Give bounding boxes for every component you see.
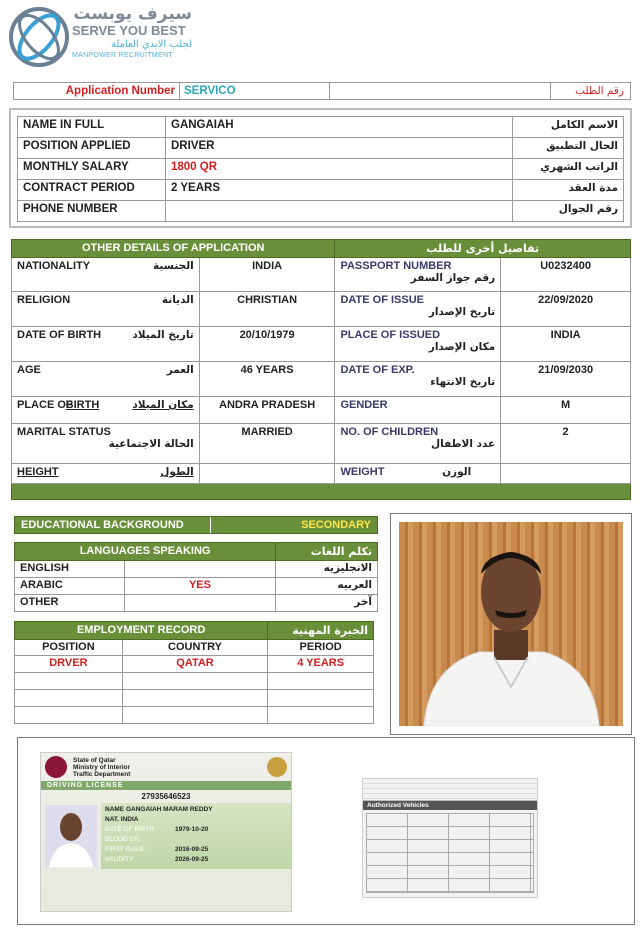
basic-info-row — [18, 138, 624, 159]
other-details-row — [12, 397, 631, 424]
license-box — [17, 737, 635, 925]
other-label-1-wrap — [17, 364, 194, 376]
languages-title-en: LANGUAGES SPEAKING — [15, 543, 276, 561]
license-dob-label: DATE OF BIRTH — [105, 826, 154, 833]
basic-label: PHONE NUMBER — [18, 201, 166, 222]
language-name: ARABIC — [15, 578, 125, 595]
license-dob: 1979-10-20 — [175, 826, 209, 833]
language-name-ar: آخر — [276, 595, 378, 612]
license-back — [362, 778, 538, 898]
other-details-title-ar: تفاصيل أخرى للطلب — [335, 240, 631, 258]
other-label-2-en: DATE OF ISSUE — [340, 294, 424, 306]
qatar-emblem-icon — [45, 756, 67, 778]
application-number-row — [13, 82, 631, 100]
tag-en: MANPOWER RECRUITMENT — [72, 52, 173, 59]
license-dept: Traffic Department — [73, 770, 131, 778]
other-value-1: ANDRA PRADESH — [199, 397, 335, 424]
education-row — [14, 516, 378, 534]
license-back-title: Authorized Vehicles — [363, 801, 537, 810]
license-ministry: Ministry of Interior — [73, 763, 131, 771]
brand-ar: سيرف يوبست — [73, 4, 192, 24]
other-value-2 — [501, 464, 631, 484]
employment-cell — [268, 707, 374, 724]
basic-label-ar: رقم الجوال — [513, 201, 624, 222]
languages-title-ar: تكلم اللغات — [276, 543, 378, 561]
license-number: 27935646523 — [141, 792, 191, 801]
other-value-1 — [199, 464, 335, 484]
other-label-2 — [335, 464, 501, 484]
language-row — [15, 578, 378, 595]
other-label-2-ar: تاريخ الإصدار — [428, 306, 496, 318]
other-label-2 — [335, 362, 501, 397]
ministry-emblem-icon — [267, 757, 287, 777]
other-value-2: M — [501, 397, 631, 424]
employment-cell: QATAR — [122, 656, 268, 673]
basic-label: POSITION APPLIED — [18, 138, 166, 159]
other-value-2: 2 — [501, 424, 631, 464]
basic-info-row — [18, 159, 624, 180]
basic-label-ar: مدة العقد — [513, 180, 624, 201]
employment-cell: DRVER — [15, 656, 123, 673]
employment-row — [15, 707, 374, 724]
other-label-2-ar: مكان الإصدار — [428, 341, 496, 353]
basic-label-ar: الراتب الشهري — [513, 159, 624, 180]
logo — [8, 6, 70, 68]
other-details-row — [12, 292, 631, 327]
other-label-1 — [12, 464, 200, 484]
other-label-1-en: AGE — [17, 364, 41, 376]
basic-info-row — [18, 180, 624, 201]
other-details-table — [11, 239, 631, 500]
other-label-1-ar: الديانة — [161, 294, 194, 306]
other-label-1 — [12, 327, 200, 362]
brand-en: SERVE YOU BEST — [72, 23, 186, 38]
person-silhouette-icon — [399, 522, 623, 726]
other-value-2: INDIA — [501, 327, 631, 362]
other-label-2-ar: عدد الاطفال — [431, 438, 496, 450]
license-title: DRIVING LICENSE — [41, 781, 291, 790]
language-name-ar: الانجليزيه — [276, 561, 378, 578]
basic-label-ar: الاسم الكامل — [513, 117, 624, 138]
other-value-2: U0232400 — [501, 258, 631, 292]
license-blood-label: BLOOD GR. — [105, 836, 142, 843]
language-name: ENGLISH — [15, 561, 125, 578]
weight-wrap — [340, 466, 495, 478]
other-label-1-en: NATIONALITY — [17, 260, 91, 272]
license-name: NAME GANGAIAH MARAM REDDY — [105, 806, 213, 813]
other-label-2 — [335, 424, 501, 464]
basic-info-box — [9, 108, 632, 228]
other-value-2: 22/09/2020 — [501, 292, 631, 327]
basic-label: MONTHLY SALARY — [18, 159, 166, 180]
other-label-2 — [335, 292, 501, 327]
license-first-label: FIRST ISSUE — [105, 846, 145, 853]
other-label-2 — [335, 258, 501, 292]
application-number-label-ar: رقم الطلب — [550, 83, 630, 99]
other-label-1-ar: الجنسية — [153, 260, 194, 272]
other-label-1-ar: الطول — [160, 466, 194, 478]
other-value-1: MARRIED — [199, 424, 335, 464]
basic-label: NAME IN FULL — [18, 117, 166, 138]
other-label-1-ar: الحالة الاجتماعية — [108, 438, 194, 450]
other-label-1-en: HEIGHT — [17, 466, 59, 478]
basic-value: 2 YEARS — [166, 180, 513, 201]
other-label-1 — [12, 362, 200, 397]
license-person-icon — [45, 805, 97, 867]
other-label-2-ar: تاريخ الانتهاء — [430, 376, 496, 388]
basic-label-ar: الحال التطبيق — [513, 138, 624, 159]
other-label-2-en: DATE OF EXP. — [340, 364, 415, 376]
basic-label: CONTRACT PERIOD — [18, 180, 166, 201]
license-photo — [45, 805, 97, 867]
employment-title-en: EMPLOYMENT RECORD — [15, 622, 268, 640]
other-label-2-ar: الوزن — [442, 466, 472, 478]
basic-info-table — [17, 116, 624, 222]
license-front — [40, 752, 292, 912]
language-value — [124, 561, 275, 578]
other-label-2-en: WEIGHT — [340, 466, 385, 478]
other-label-1-ar: مكان الميلاد — [132, 399, 194, 411]
other-details-title-en: OTHER DETAILS OF APPLICATION — [12, 240, 335, 258]
other-details-row — [12, 258, 631, 292]
other-label-1 — [12, 258, 200, 292]
license-first: 2016-09-25 — [175, 846, 209, 853]
basic-value — [166, 201, 513, 222]
language-name: OTHER — [15, 595, 125, 612]
other-label-1-en-b: BIRTH — [65, 399, 100, 411]
license-validity-label: VALIDITY — [105, 856, 134, 863]
other-label-2-en: PLACE OF ISSUED — [340, 329, 441, 341]
employment-cell — [122, 690, 268, 707]
employment-cell — [122, 673, 268, 690]
employment-header: COUNTRY — [122, 640, 268, 656]
employment-cell — [122, 707, 268, 724]
employment-header: POSITION — [15, 640, 123, 656]
education-value: SECONDARY — [211, 517, 377, 533]
other-label-2-ar: رقم جواز السفر — [410, 272, 496, 284]
basic-info-row — [18, 201, 624, 222]
application-number-value: SERVICO — [180, 83, 330, 99]
other-value-1: INDIA — [199, 258, 335, 292]
other-label-1-wrap — [17, 329, 194, 341]
other-label-1-wrap — [17, 399, 194, 411]
other-label-1-ar: العمر — [166, 364, 194, 376]
employment-cell: 4 YEARS — [268, 656, 374, 673]
other-value-1: 20/10/1979 — [199, 327, 335, 362]
logo-icon — [8, 6, 70, 68]
other-label-1-wrap — [17, 466, 194, 478]
other-label-1-wrap — [17, 426, 194, 450]
employment-cell — [15, 707, 123, 724]
language-row — [15, 561, 378, 578]
basic-value: DRIVER — [166, 138, 513, 159]
employment-row — [15, 673, 374, 690]
other-details-row — [12, 464, 631, 484]
basic-value: GANGAIAH — [166, 117, 513, 138]
other-value-2: 21/09/2030 — [501, 362, 631, 397]
basic-value: 1800 QR — [166, 159, 513, 180]
other-label-1-ar: تاريخ الميلاد — [132, 329, 194, 341]
photo-frame — [390, 513, 632, 735]
employment-table — [14, 621, 374, 724]
tag-ar: لجلب الايدي العاملة — [110, 39, 192, 50]
other-label-1-en: MARITAL STATUS — [17, 426, 111, 438]
language-value — [124, 595, 275, 612]
education-label: EDUCATIONAL BACKGROUND — [15, 517, 211, 533]
employment-cell — [268, 690, 374, 707]
other-label-2-en: NO. OF CHILDREN — [340, 426, 439, 438]
other-value-1: 46 YEARS — [199, 362, 335, 397]
employment-cell — [15, 673, 123, 690]
employment-cell — [15, 690, 123, 707]
employment-title-ar: الخبرة المهنية — [268, 622, 374, 640]
other-value-1: CHRISTIAN — [199, 292, 335, 327]
other-label-1-en: DATE OF BIRTH — [17, 329, 102, 341]
vehicle-grid — [366, 813, 534, 893]
other-label-1 — [12, 424, 200, 464]
other-label-1-wrap — [17, 260, 194, 272]
employment-row — [15, 656, 374, 673]
other-label-1-en: PLACE OF — [17, 399, 73, 411]
license-nat: NAT. INDIA — [105, 816, 139, 823]
language-row — [15, 595, 378, 612]
application-number-label: Application Number — [14, 83, 180, 99]
other-label-2 — [335, 397, 501, 424]
license-validity: 2026-09-25 — [175, 856, 209, 863]
other-label-1 — [12, 397, 200, 424]
other-label-1 — [12, 292, 200, 327]
basic-info-row — [18, 117, 624, 138]
other-label-1-wrap — [17, 294, 194, 306]
language-name-ar: العربيه — [276, 578, 378, 595]
employment-row — [15, 690, 374, 707]
language-value: YES — [124, 578, 275, 595]
other-label-2-en: GENDER — [340, 399, 388, 411]
other-details-row — [12, 362, 631, 397]
other-label-1-en: RELIGION — [17, 294, 71, 306]
applicant-photo — [399, 522, 623, 726]
employment-header: PERIOD — [268, 640, 374, 656]
other-details-row — [12, 424, 631, 464]
employment-cell — [268, 673, 374, 690]
other-label-2-en: PASSPORT NUMBER — [340, 260, 452, 272]
other-details-footer — [12, 484, 631, 500]
other-label-2 — [335, 327, 501, 362]
other-details-row — [12, 327, 631, 362]
license-state: State of Qatar — [73, 756, 116, 764]
languages-table — [14, 542, 378, 612]
